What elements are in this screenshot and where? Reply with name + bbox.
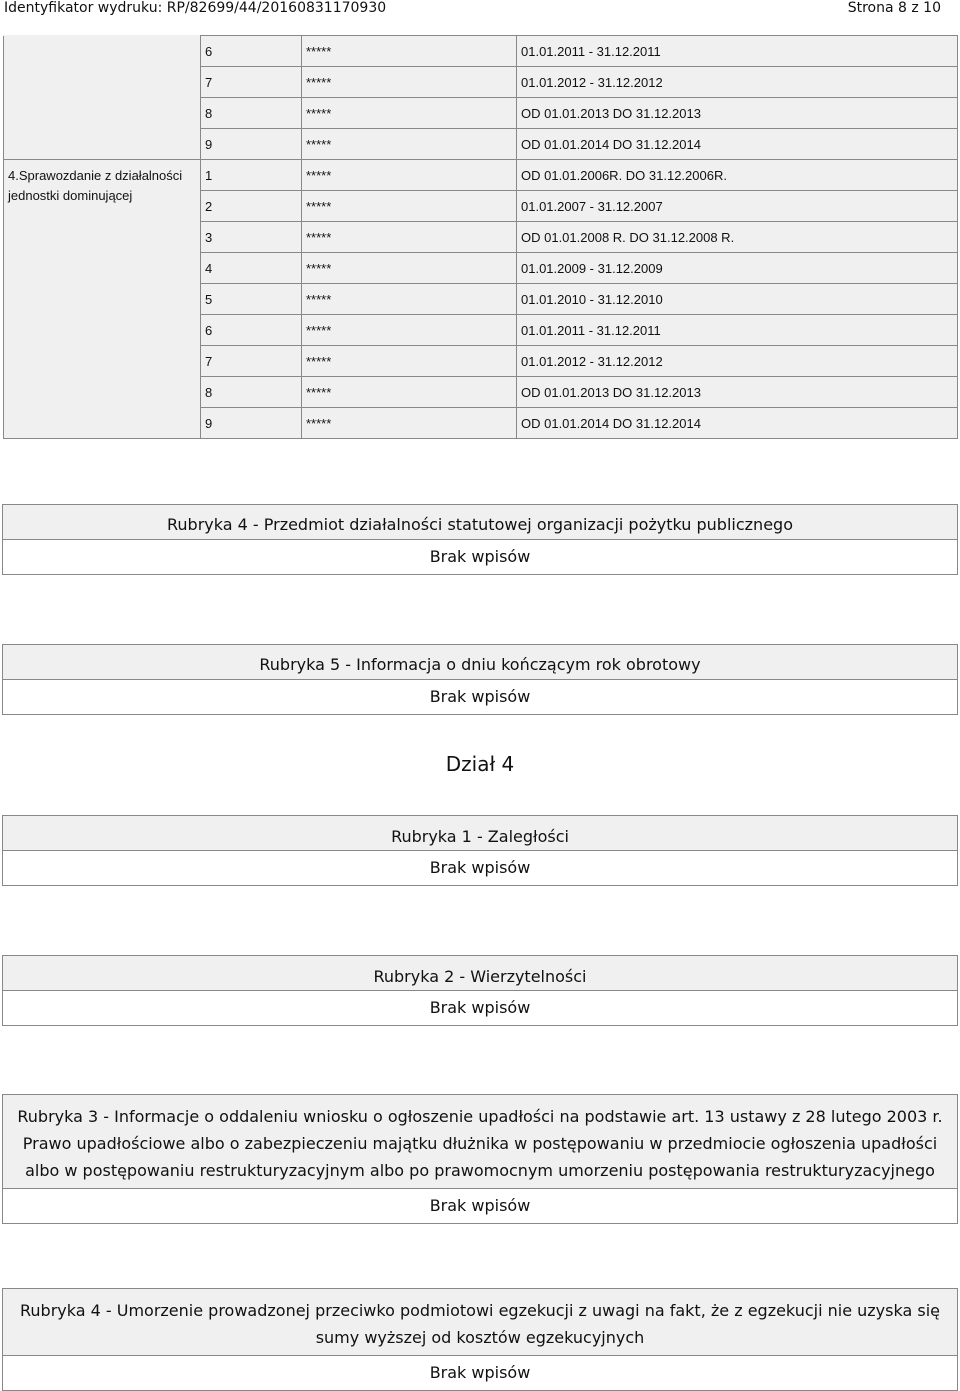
rubryka-title: Rubryka 5 - Informacja o dniu kończącym rok obrotowy: [259, 655, 701, 674]
row-value: *****: [302, 284, 517, 315]
rubryka-1-box: [2, 815, 958, 886]
row-period: OD 01.01.2014 DO 31.12.2014: [517, 129, 958, 160]
rubryka-body: Brak wpisów: [3, 679, 957, 714]
row-period: OD 01.01.2013 DO 31.12.2013: [517, 98, 958, 129]
rubryka-4-box: [2, 504, 958, 575]
rubryka-2-box: [2, 955, 958, 1026]
print-identifier: Identyfikator wydruku: RP/82699/44/20160831170930: [4, 0, 387, 16]
row-number: 7: [201, 67, 302, 98]
rubryka-body: Brak wpisów: [3, 850, 957, 885]
row-number: 7: [201, 346, 302, 377]
row-period: OD 01.01.2008 R. DO 31.12.2008 R.: [517, 222, 958, 253]
row-value: *****: [302, 67, 517, 98]
row-period: 01.01.2009 - 31.12.2009: [517, 253, 958, 284]
section-heading: Dział 4: [445, 752, 515, 776]
row-period: 01.01.2012 - 31.12.2012: [517, 346, 958, 377]
row-number: 5: [201, 284, 302, 315]
row-number: 9: [201, 129, 302, 160]
row-value: *****: [302, 253, 517, 284]
rubryka-5-box: [2, 644, 958, 715]
rubryka-body: Brak wpisów: [3, 990, 957, 1025]
row-value: *****: [302, 315, 517, 346]
rubryka-title: Rubryka 4 - Umorzenie prowadzonej przeciwko podmiotowi egzekucji z uwagi na fakt, że z egzekucji nie uzyska się sumy wyższej od kosztów egzekucyjnych: [20, 1301, 940, 1347]
row-value: *****: [302, 222, 517, 253]
row-value: *****: [302, 191, 517, 222]
row-value: *****: [302, 98, 517, 129]
reports-table: [3, 35, 958, 439]
rubryka-title: Rubryka 3 - Informacje o oddaleniu wniosku o ogłoszenie upadłości na podstawie art. 13 ustawy z 28 lutego 2003 r. Prawo upadłościowe albo o zabezpieczeniu majątku dłużnika w postępowaniu w przedmiocie ogłoszenia upadłości albo w postępowaniu restrukturyzacyjnym albo po prawomocnym umorzeniu postępowania restrukturyzacyjnego: [17, 1107, 943, 1180]
table-row: [4, 36, 958, 67]
row-period: 01.01.2011 - 31.12.2011: [517, 315, 958, 346]
row-value: *****: [302, 377, 517, 408]
table-row: [4, 160, 958, 191]
row-value: *****: [302, 408, 517, 439]
rubryka-title: Rubryka 4 - Przedmiot działalności statutowej organizacji pożytku publicznego: [167, 515, 793, 534]
section-label: 4.Sprawozdanie z działalności jednostki dominującej: [4, 160, 201, 439]
row-number: 3: [201, 222, 302, 253]
row-period: OD 01.01.2013 DO 31.12.2013: [517, 377, 958, 408]
row-period: 01.01.2010 - 31.12.2010: [517, 284, 958, 315]
rubryka-4-umorzenie-box: [2, 1288, 958, 1391]
rubryka-title: Rubryka 2 - Wierzytelności: [373, 967, 587, 986]
row-value: *****: [302, 129, 517, 160]
row-number: 6: [201, 315, 302, 346]
row-number: 4: [201, 253, 302, 284]
rubryka-3-box: [2, 1094, 958, 1224]
row-number: 1: [201, 160, 302, 191]
print-header: [0, 0, 960, 20]
row-number: 9: [201, 408, 302, 439]
row-value: *****: [302, 160, 517, 191]
row-number: 6: [201, 36, 302, 67]
row-period: OD 01.01.2006R. DO 31.12.2006R.: [517, 160, 958, 191]
row-value: *****: [302, 36, 517, 67]
row-period: 01.01.2011 - 31.12.2011: [517, 36, 958, 67]
row-period: OD 01.01.2014 DO 31.12.2014: [517, 408, 958, 439]
row-value: *****: [302, 346, 517, 377]
rubryka-body: Brak wpisów: [3, 1188, 957, 1223]
page-number: Strona 8 z 10: [847, 0, 941, 16]
rubryka-body: Brak wpisów: [3, 539, 957, 574]
row-number: 2: [201, 191, 302, 222]
row-number: 8: [201, 377, 302, 408]
row-period: 01.01.2007 - 31.12.2007: [517, 191, 958, 222]
section-cell-empty: [4, 36, 201, 160]
rubryka-title: Rubryka 1 - Zaległości: [391, 827, 569, 846]
row-number: 8: [201, 98, 302, 129]
row-period: 01.01.2012 - 31.12.2012: [517, 67, 958, 98]
rubryka-body: Brak wpisów: [3, 1355, 957, 1390]
